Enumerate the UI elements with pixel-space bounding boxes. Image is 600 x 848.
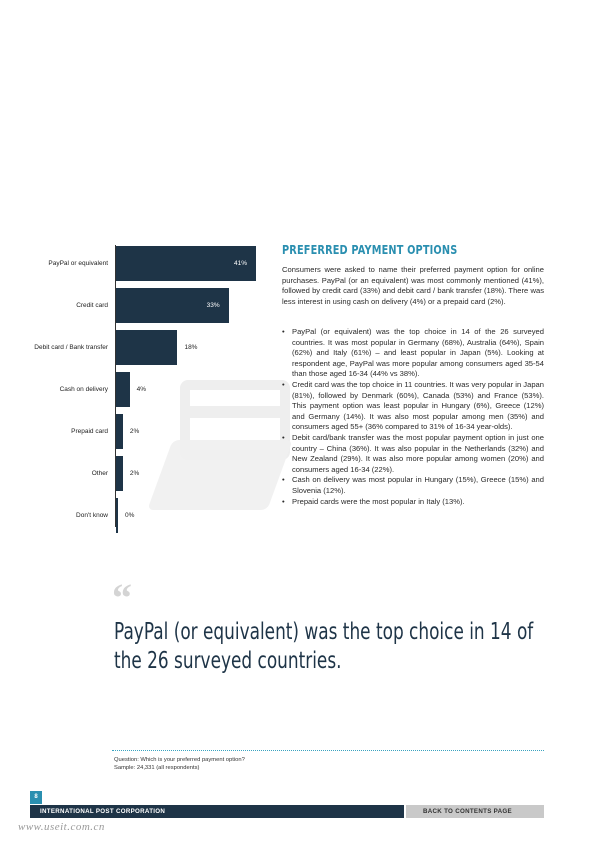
dotted-divider	[112, 750, 544, 751]
list-item: • Debit card/bank transfer was the most popular payment option in just one country – China (36%). It was also popular in the Netherlands (32%) and New Zealand (29%). It was also more popular among women (20%) and consumers aged 16-34 (22%).	[282, 433, 544, 475]
bar	[116, 498, 118, 533]
footnote	[114, 756, 245, 772]
bar-category-label: Prepaid card	[71, 427, 108, 435]
bar-value-label: 2%	[129, 469, 140, 477]
footnote-question: Question: Which is your preferred payment option?	[114, 757, 245, 763]
bar-value-label: 2%	[129, 427, 140, 435]
hand-watermark-icon	[147, 440, 292, 510]
bar-category-label: PayPal or equivalent	[48, 259, 108, 267]
quote-mark-icon: “	[112, 575, 132, 620]
pull-quote-line: the 26 surveyed countries.	[114, 646, 342, 674]
back-to-contents-link[interactable]: BACK TO CONTENTS PAGE	[406, 805, 544, 818]
list-item: • Credit card was the top choice in 11 countries. It was very popular in Japan (81%), followed by Denmark (60%), Canada (53%) and France (53%). This payment option was least popular in Hungary (6%), Greece (12%) and Germany (14%). It was also most popular among men (35%) and consumers aged 55+ (36% compared to 31% of 16-34 year-olds).	[282, 380, 544, 433]
pull-quote	[114, 617, 534, 675]
bar-category-label: Don't know	[76, 511, 108, 519]
bar	[116, 456, 123, 491]
page-number: 8	[30, 791, 42, 804]
bar-value-label: 41%	[234, 259, 248, 267]
findings-list	[282, 327, 544, 507]
list-item: • PayPal (or equivalent) was the top choice in 14 of the 26 surveyed countries. It was most popular in Germany (68%), Australia (64%), Spain (62%) and Italy (61%) – and least popular in Japan (5%). Looking at respondent age, PayPal was more popular among consumers aged 35-54 than those aged 16-34 (44% vs 38%).	[282, 327, 544, 380]
footer-org-bar: INTERNATIONAL POST CORPORATION	[30, 805, 404, 818]
footnote-sample: Sample: 24,331 (all respondents)	[114, 765, 200, 772]
bar-category-label: Credit card	[76, 301, 108, 309]
site-watermark: www.useit.com.cn	[18, 821, 105, 833]
bar-category-label: Debit card / Bank transfer	[34, 343, 108, 351]
bar-value-label: 33%	[206, 301, 220, 309]
bar	[116, 372, 130, 407]
bar-value-label: 18%	[184, 343, 198, 351]
list-item: • Prepaid cards were the most popular in Italy (13%).	[282, 497, 544, 508]
bar-value-label: 4%	[136, 385, 147, 393]
section-heading: PREFERRED PAYMENT OPTIONS	[282, 242, 458, 257]
bar-category-label: Cash on delivery	[59, 385, 108, 393]
bar-value-label: 0%	[125, 511, 135, 519]
bar-category-label: Other	[91, 469, 108, 477]
pull-quote-line: PayPal (or equivalent) was the top choice in 14 of	[114, 617, 534, 645]
bar	[116, 414, 123, 449]
bar	[116, 330, 177, 365]
intro-paragraph: Consumers were asked to name their preferred payment option for online purchases. PayPal (or an equivalent) was most commonly mentioned (41%), followed by credit card (33%) and debit card / bank transfer (18%). There was less interest in using cash on delivery (4%) or a prepaid card (2%).	[282, 265, 544, 306]
list-item: • Cash on delivery was most popular in Hungary (15%), Greece (15%) and Slovenia (12%).	[282, 475, 544, 496]
